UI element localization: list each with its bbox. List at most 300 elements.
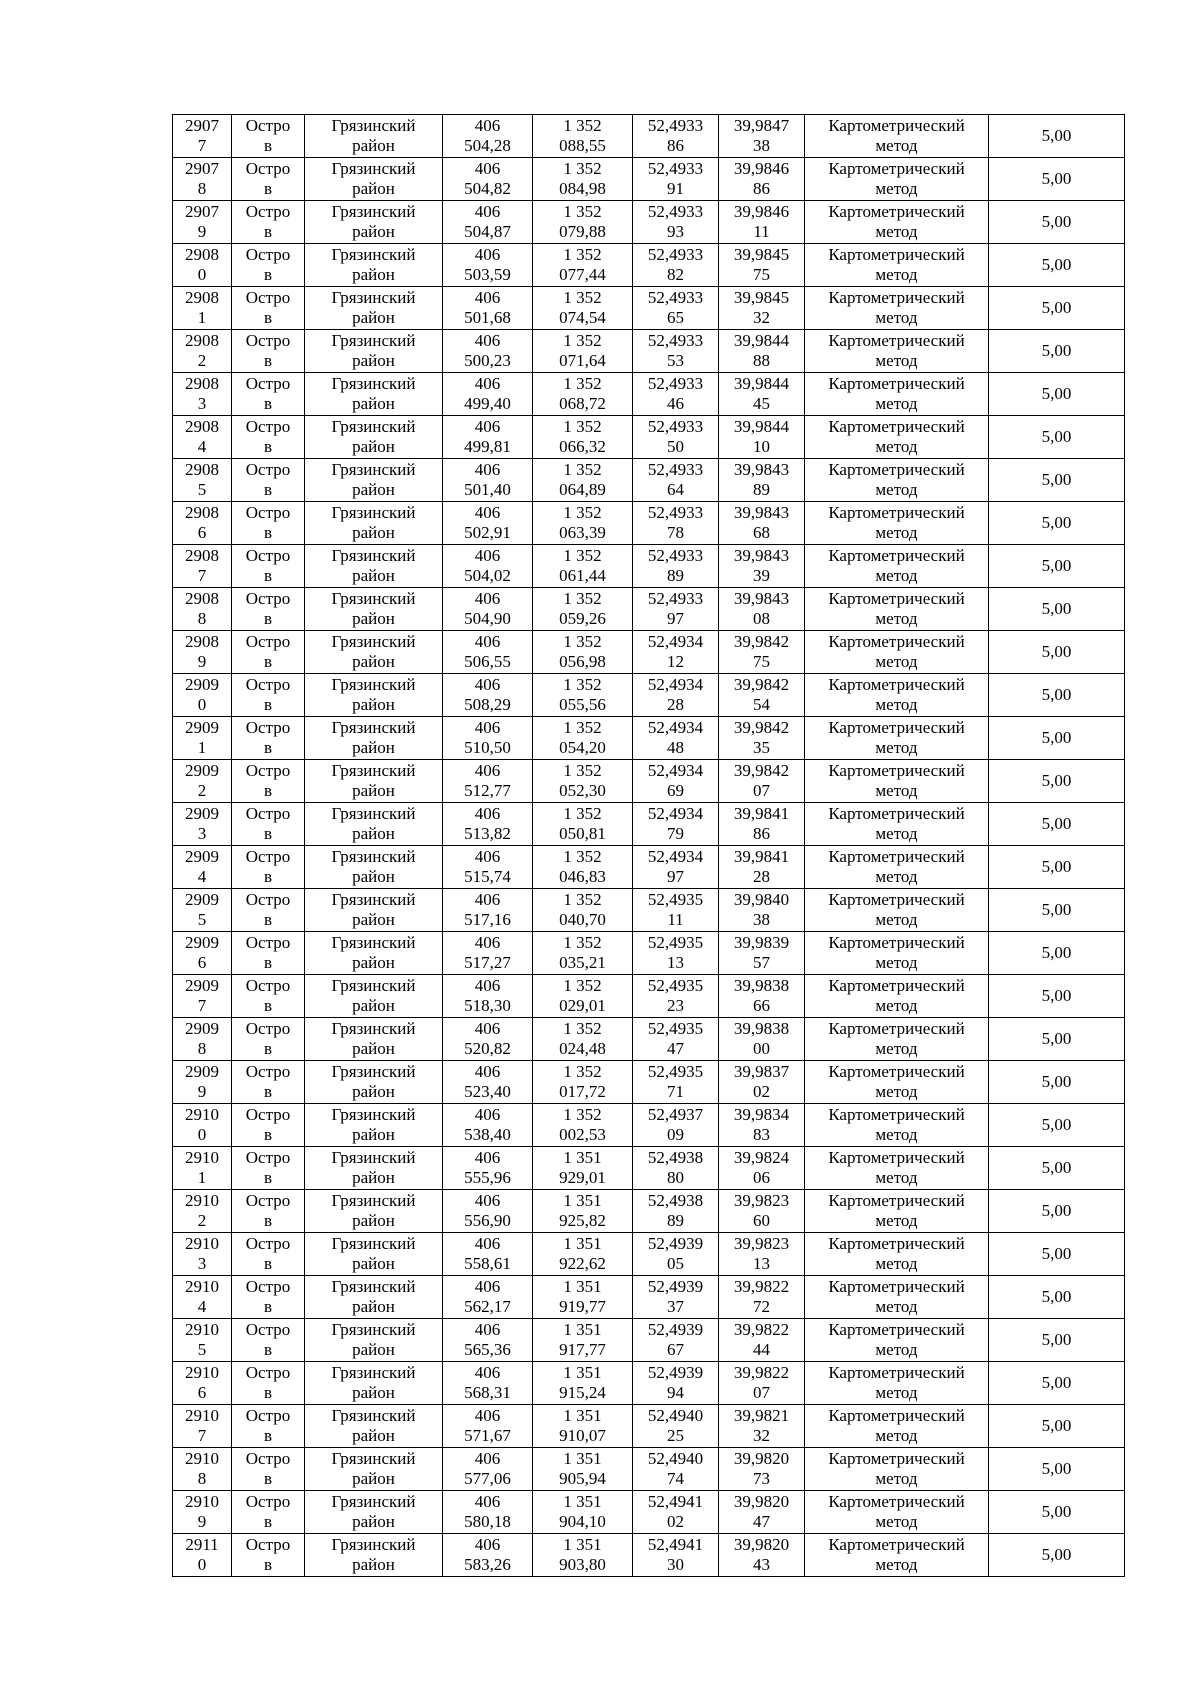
accuracy-cell-value: 5,00 [1041,900,1072,919]
accuracy-cell-value: 5,00 [1041,1545,1072,1564]
point-number-cell-line: 9 [197,652,207,671]
district-cell-line: Грязинский [331,1535,416,1554]
district-cell-line: район [352,781,395,800]
coordinate-x-cell [443,932,533,975]
longitude-cell [719,1190,805,1233]
latitude-cell-line: 37 [667,1297,684,1316]
accuracy-cell-value: 5,00 [1041,1115,1072,1134]
coordinate-y-cell-line: 1 352 [563,288,602,307]
longitude-cell-line: 00 [753,1039,770,1058]
accuracy-cell [989,1190,1125,1233]
point-number-cell [173,1104,232,1147]
coordinate-y-cell [533,889,633,932]
object-type-cell-line: в [263,953,273,972]
coordinate-x-cell-line: 406 [474,1191,501,1210]
point-number-cell-line: 2909 [185,761,219,780]
method-cell-line: метод [875,136,918,155]
longitude-cell [719,932,805,975]
point-number-cell-line: 2907 [185,202,219,221]
latitude-cell-line: 25 [667,1426,684,1445]
coordinate-y-cell-line: 1 351 [563,1535,602,1554]
longitude-cell-line: 08 [753,609,770,628]
coordinate-x-cell [443,1104,533,1147]
coordinate-x-cell-line: 556,90 [464,1211,511,1230]
district-cell [305,846,443,889]
longitude-cell-line: 02 [753,1082,770,1101]
longitude-cell [719,803,805,846]
longitude-cell [719,1233,805,1276]
accuracy-cell-value: 5,00 [1041,1201,1072,1220]
longitude-cell [719,416,805,459]
point-number-cell-line: 1 [197,308,207,327]
latitude-cell [633,1319,719,1362]
object-type-cell-line: Остро [245,245,291,264]
method-cell-line: метод [875,695,918,714]
method-cell [805,760,989,803]
point-number-cell [173,1018,232,1061]
object-type-cell-line: в [263,523,273,542]
table-row [173,373,1125,416]
latitude-cell-line: 78 [667,523,684,542]
method-cell-line: Картометрический [828,890,965,909]
table-row [173,1534,1125,1577]
point-number-cell-line: 2908 [185,245,219,264]
longitude-cell [719,1491,805,1534]
latitude-cell [633,1276,719,1319]
district-cell-line: Грязинский [331,718,416,737]
method-cell-line: метод [875,1512,918,1531]
point-number-cell-line: 2909 [185,976,219,995]
coordinate-x-cell-line: 406 [474,1320,501,1339]
district-cell [305,1190,443,1233]
coordinate-y-cell-line: 084,98 [559,179,606,198]
latitude-cell [633,416,719,459]
latitude-cell [633,932,719,975]
district-cell-line: Грязинский [331,1406,416,1425]
coordinate-x-cell [443,631,533,674]
object-type-cell-line: Остро [245,460,291,479]
object-type-cell-line: Остро [245,933,291,952]
longitude-cell [719,201,805,244]
longitude-cell-line: 39,9844 [733,417,790,436]
district-cell-line: район [352,609,395,628]
longitude-cell [719,846,805,889]
latitude-cell-line: 09 [667,1125,684,1144]
table-row [173,1491,1125,1534]
method-cell [805,459,989,502]
object-type-cell-line: Остро [245,847,291,866]
latitude-cell-line: 52,4935 [647,1062,704,1081]
table-row [173,287,1125,330]
coordinate-x-cell-line: 558,61 [464,1254,511,1273]
coordinate-y-cell-line: 1 352 [563,847,602,866]
method-cell [805,1147,989,1190]
method-cell-line: Картометрический [828,1406,965,1425]
point-number-cell-line: 6 [197,953,207,972]
method-cell [805,416,989,459]
accuracy-cell-value: 5,00 [1041,341,1072,360]
longitude-cell-line: 88 [753,351,770,370]
object-type-cell [232,932,305,975]
table-row [173,932,1125,975]
district-cell [305,588,443,631]
point-number-cell-line: 7 [197,1426,207,1445]
method-cell-line: метод [875,1383,918,1402]
object-type-cell [232,330,305,373]
object-type-cell-line: в [263,179,273,198]
accuracy-cell [989,244,1125,287]
accuracy-cell [989,330,1125,373]
district-cell-line: район [352,566,395,585]
longitude-cell [719,1319,805,1362]
table-row [173,115,1125,158]
method-cell-line: Картометрический [828,933,965,952]
object-type-cell [232,1534,305,1577]
district-cell-line: район [352,1211,395,1230]
method-cell [805,244,989,287]
object-type-cell [232,158,305,201]
method-cell-line: метод [875,1426,918,1445]
coordinate-y-cell-line: 088,55 [559,136,606,155]
object-type-cell-line: Остро [245,1191,291,1210]
accuracy-cell [989,760,1125,803]
coordinate-x-cell [443,889,533,932]
coordinate-x-cell-line: 406 [474,1406,501,1425]
longitude-cell-line: 66 [753,996,770,1015]
object-type-cell-line: в [263,695,273,714]
district-cell-line: Грязинский [331,1363,416,1382]
coordinate-y-cell-line: 074,54 [559,308,606,327]
longitude-cell [719,158,805,201]
coordinate-x-cell-line: 406 [474,202,501,221]
latitude-cell-line: 65 [667,308,684,327]
method-cell [805,803,989,846]
method-cell [805,1491,989,1534]
coordinate-y-cell-line: 1 352 [563,331,602,350]
table-row [173,1147,1125,1190]
district-cell [305,674,443,717]
coordinate-y-cell-line: 1 352 [563,933,602,952]
method-cell-line: метод [875,1297,918,1316]
coordinate-y-cell [533,287,633,330]
table-row [173,416,1125,459]
point-number-cell-line: 3 [197,1254,207,1273]
point-number-cell-line: 4 [197,867,207,886]
latitude-cell [633,846,719,889]
latitude-cell [633,115,719,158]
point-number-cell [173,1147,232,1190]
point-number-cell-line: 8 [197,609,207,628]
latitude-cell-line: 53 [667,351,684,370]
accuracy-cell [989,631,1125,674]
longitude-cell [719,1405,805,1448]
point-number-cell [173,889,232,932]
coordinate-x-cell [443,373,533,416]
longitude-cell-line: 39,9823 [733,1191,790,1210]
coordinate-x-cell-line: 577,06 [464,1469,511,1488]
table-row [173,545,1125,588]
longitude-cell-line: 28 [753,867,770,886]
accuracy-cell-value: 5,00 [1041,1158,1072,1177]
coordinate-x-cell-line: 515,74 [464,867,511,886]
method-cell-line: метод [875,265,918,284]
latitude-cell-line: 52,4933 [647,589,704,608]
method-cell [805,502,989,545]
method-cell-line: метод [875,1125,918,1144]
coordinate-y-cell-line: 905,94 [559,1469,606,1488]
point-number-cell [173,373,232,416]
latitude-cell-line: 52,4939 [647,1320,704,1339]
coordinate-x-cell-line: 499,40 [464,394,511,413]
district-cell-line: район [352,1125,395,1144]
object-type-cell-line: в [263,1383,273,1402]
longitude-cell-line: 39,9823 [733,1234,790,1253]
point-number-cell-line: 3 [197,824,207,843]
accuracy-cell [989,932,1125,975]
coordinate-x-cell [443,115,533,158]
accuracy-cell [989,1405,1125,1448]
accuracy-cell-value: 5,00 [1041,298,1072,317]
method-cell-line: метод [875,308,918,327]
coordinate-x-cell-line: 406 [474,718,501,737]
longitude-cell-line: 89 [753,480,770,499]
coordinate-x-cell-line: 499,81 [464,437,511,456]
point-number-cell-line: 7 [197,566,207,585]
coordinate-x-cell-line: 406 [474,417,501,436]
point-number-cell [173,588,232,631]
point-number-cell [173,158,232,201]
coordinate-y-cell-line: 1 352 [563,245,602,264]
object-type-cell-line: в [263,1211,273,1230]
point-number-cell [173,1190,232,1233]
accuracy-cell-value: 5,00 [1041,685,1072,704]
accuracy-cell-value: 5,00 [1041,771,1072,790]
object-type-cell-line: Остро [245,331,291,350]
coordinate-x-cell-line: 406 [474,761,501,780]
point-number-cell [173,244,232,287]
district-cell [305,932,443,975]
accuracy-cell [989,1448,1125,1491]
method-cell-line: Картометрический [828,159,965,178]
accuracy-cell-value: 5,00 [1041,642,1072,661]
object-type-cell [232,201,305,244]
latitude-cell-line: 52,4935 [647,976,704,995]
method-cell [805,158,989,201]
point-number-cell-line: 2909 [185,718,219,737]
point-number-cell-line: 2909 [185,890,219,909]
table-row [173,846,1125,889]
longitude-cell-line: 39,9846 [733,202,790,221]
method-cell-line: метод [875,609,918,628]
accuracy-cell-value: 5,00 [1041,169,1072,188]
accuracy-cell [989,889,1125,932]
object-type-cell-line: Остро [245,1277,291,1296]
accuracy-cell [989,1276,1125,1319]
accuracy-cell [989,1147,1125,1190]
longitude-cell-line: 39,9842 [733,718,790,737]
coordinate-y-cell-line: 910,07 [559,1426,606,1445]
point-number-cell-line: 2910 [185,1363,219,1382]
longitude-cell [719,760,805,803]
longitude-cell-line: 39,9843 [733,589,790,608]
table-row [173,1362,1125,1405]
latitude-cell-line: 48 [667,738,684,757]
latitude-cell-line: 52,4934 [647,804,704,823]
longitude-cell-line: 32 [753,1426,770,1445]
coordinate-x-cell-line: 406 [474,159,501,178]
object-type-cell [232,674,305,717]
object-type-cell-line: в [263,1082,273,1101]
accuracy-cell-value: 5,00 [1041,126,1072,145]
district-cell [305,330,443,373]
longitude-cell-line: 39,9822 [733,1320,790,1339]
district-cell-line: район [352,1082,395,1101]
accuracy-cell [989,1362,1125,1405]
district-cell [305,1319,443,1362]
point-number-cell-line: 2910 [185,1148,219,1167]
district-cell-line: район [352,1426,395,1445]
district-cell [305,631,443,674]
object-type-cell-line: в [263,1168,273,1187]
method-cell-line: метод [875,867,918,886]
coordinate-x-cell [443,1491,533,1534]
coordinate-x-cell [443,1233,533,1276]
point-number-cell-line: 7 [197,136,207,155]
object-type-cell-line: в [263,781,273,800]
latitude-cell [633,674,719,717]
coordinate-y-cell [533,631,633,674]
longitude-cell [719,631,805,674]
point-number-cell-line: 2909 [185,675,219,694]
district-cell-line: район [352,1469,395,1488]
coordinate-x-cell-line: 555,96 [464,1168,511,1187]
point-number-cell-line: 2909 [185,1062,219,1081]
latitude-cell [633,631,719,674]
point-number-cell-line: 8 [197,1039,207,1058]
coordinate-y-cell [533,760,633,803]
coordinate-x-cell-line: 406 [474,1105,501,1124]
longitude-cell-line: 39,9822 [733,1277,790,1296]
point-number-cell-line: 3 [197,394,207,413]
coordinate-x-cell-line: 504,90 [464,609,511,628]
latitude-cell [633,760,719,803]
longitude-cell-line: 43 [753,1555,770,1574]
method-cell-line: метод [875,1168,918,1187]
coordinate-y-cell-line: 1 351 [563,1363,602,1382]
point-number-cell [173,803,232,846]
accuracy-cell [989,1233,1125,1276]
district-cell-line: район [352,1340,395,1359]
method-cell-line: метод [875,1469,918,1488]
point-number-cell [173,1491,232,1534]
coordinate-x-cell-line: 406 [474,1019,501,1038]
coordinate-y-cell-line: 1 352 [563,675,602,694]
district-cell-line: Грязинский [331,933,416,952]
longitude-cell-line: 39,9821 [733,1406,790,1425]
accuracy-cell [989,416,1125,459]
district-cell-line: Грязинский [331,288,416,307]
accuracy-cell-value: 5,00 [1041,857,1072,876]
accuracy-cell [989,1018,1125,1061]
coordinate-x-cell-line: 580,18 [464,1512,511,1531]
coordinate-y-cell-line: 1 352 [563,1019,602,1038]
latitude-cell [633,373,719,416]
method-cell-line: Картометрический [828,847,965,866]
table-row [173,158,1125,201]
object-type-cell [232,373,305,416]
object-type-cell-line: Остро [245,503,291,522]
district-cell-line: район [352,1039,395,1058]
coordinate-x-cell [443,1319,533,1362]
point-number-cell-line: 2 [197,781,207,800]
latitude-cell-line: 52,4934 [647,632,704,651]
method-cell-line: Картометрический [828,460,965,479]
longitude-cell-line: 39,9820 [733,1535,790,1554]
district-cell-line: Грязинский [331,1234,416,1253]
coordinate-x-cell-line: 500,23 [464,351,511,370]
longitude-cell-line: 47 [753,1512,770,1531]
latitude-cell [633,717,719,760]
point-number-cell [173,1276,232,1319]
point-number-cell [173,459,232,502]
latitude-cell [633,889,719,932]
district-cell [305,1061,443,1104]
longitude-cell-line: 39,9820 [733,1492,790,1511]
method-cell-line: метод [875,910,918,929]
object-type-cell-line: в [263,351,273,370]
coordinate-y-cell-line: 040,70 [559,910,606,929]
accuracy-cell [989,1319,1125,1362]
latitude-cell-line: 52,4933 [647,331,704,350]
coordinate-x-cell-line: 406 [474,1062,501,1081]
latitude-cell-line: 52,4933 [647,288,704,307]
district-cell-line: Грязинский [331,1277,416,1296]
coordinate-y-cell-line: 063,39 [559,523,606,542]
coordinate-x-cell-line: 406 [474,632,501,651]
latitude-cell-line: 52,4933 [647,546,704,565]
latitude-cell-line: 52,4937 [647,1105,704,1124]
point-number-cell [173,674,232,717]
latitude-cell-line: 52,4933 [647,202,704,221]
coordinate-y-cell-line: 1 352 [563,374,602,393]
coordinate-y-cell-line: 066,32 [559,437,606,456]
accuracy-cell [989,1104,1125,1147]
object-type-cell [232,459,305,502]
latitude-cell [633,1405,719,1448]
district-cell [305,1448,443,1491]
district-cell-line: район [352,695,395,714]
coordinate-y-cell [533,717,633,760]
longitude-cell [719,1061,805,1104]
latitude-cell-line: 52,4939 [647,1277,704,1296]
point-number-cell [173,330,232,373]
longitude-cell [719,674,805,717]
latitude-cell-line: 52,4939 [647,1363,704,1382]
longitude-cell-line: 72 [753,1297,770,1316]
latitude-cell [633,502,719,545]
coordinate-x-cell-line: 504,28 [464,136,511,155]
method-cell-line: метод [875,394,918,413]
longitude-cell [719,1362,805,1405]
district-cell-line: Грязинский [331,202,416,221]
longitude-cell-line: 44 [753,1340,770,1359]
table-row [173,889,1125,932]
coordinate-y-cell-line: 1 352 [563,1062,602,1081]
point-number-cell-line: 8 [197,179,207,198]
coordinate-x-cell [443,459,533,502]
accuracy-cell-value: 5,00 [1041,384,1072,403]
coordinate-y-cell-line: 1 352 [563,589,602,608]
